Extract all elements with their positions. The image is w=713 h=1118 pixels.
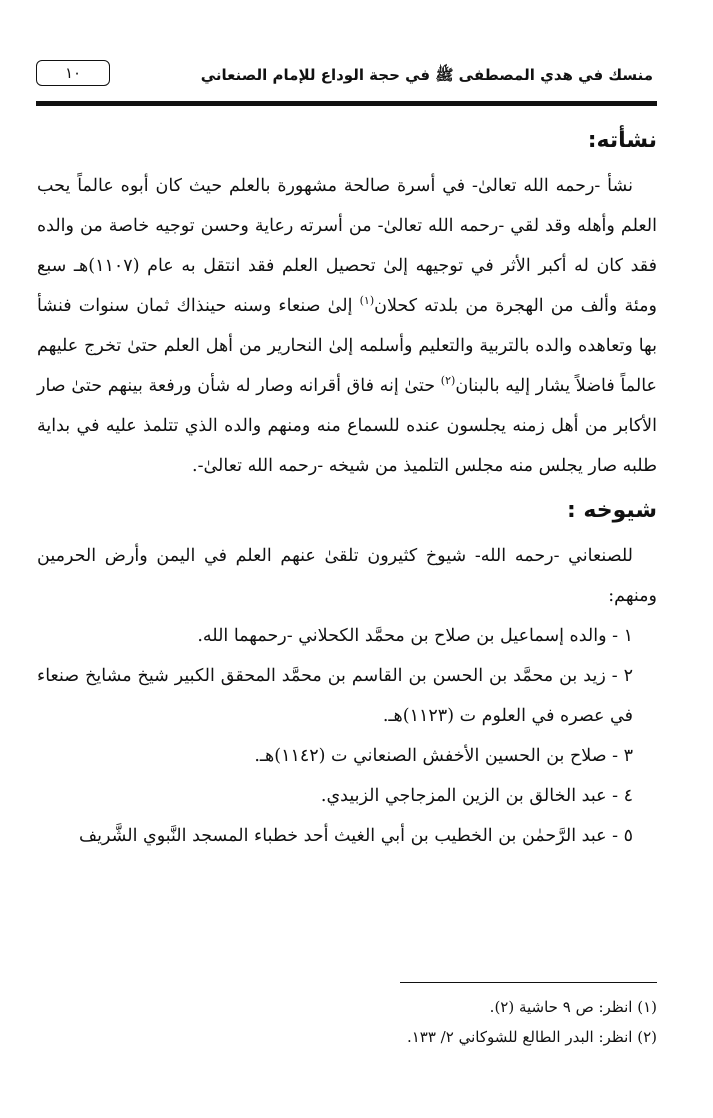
paragraph-text-2: إلىٰ صنعاء وسنه حينذاك ثمان سنوات فنشأ بها وتعاهده والده بالتربية والتعليم وأسلمه إلىٰ النحارير من أهل العلم حتىٰ تخرج عليهم عالماً فاضلاً يشار إليه بالبنان	[37, 296, 657, 396]
footnotes	[37, 992, 657, 1052]
header-rule	[36, 101, 657, 106]
footnote-ref-1: (١)	[359, 294, 375, 308]
heading-upbringing: نشأته:	[587, 128, 657, 153]
footnote-separator	[400, 982, 657, 983]
list-item: ٢ - زيد بن محمَّد بن الحسن بن القاسم بن محمَّد المحقق الكبير شيخ مشايخ صنعاء في عصره في العلوم ت (١١٢٣)هـ.	[37, 666, 633, 726]
list-item: ٥ - عبد الرَّحمٰن بن الخطيب بن أبي الغيث أحد خطباء المسجد النَّبوي الشَّريف	[79, 826, 633, 846]
paragraph-text-3: حتىٰ إنه فاق أقرانه وصار له شأن ورفعة بينهم حتىٰ صار الأكابر من أهل زمنه يجلسون عنده للسماع منه ومنهم والده الذي تتلمذ عليه في بداية طلبه صار يجلس منه مجلس التلميذ من شيخه -رحمه الله تعالىٰ-.	[37, 376, 657, 476]
heading-teachers: شيوخه :	[566, 498, 657, 523]
page-number-box: ١٠	[36, 60, 110, 86]
list-item: ٤ - عبد الخالق بن الزين المزجاجي الزبيدي.	[320, 786, 633, 806]
page-header	[36, 56, 657, 100]
paragraph-text-1: نشأ -رحمه الله تعالىٰ- في أسرة صالحة مشهورة بالعلم حيث كان أبوه عالماً يحب العلم وأهله وقد لقي -رحمه الله تعالىٰ- من أسرته رعاية وحسن توجيه خاصة من والده فقد كان له أكبر الأثر في توجيهه إلىٰ تحصيل العلم فقد انتقل به عام (١١٠٧)هـ سبع ومئة وألف من الهجرة من بلدته كحلان	[37, 176, 657, 316]
paragraph-upbringing	[37, 166, 657, 486]
list-item: ٣ - صلاح بن الحسين الأخفش الصنعاني ت (١١٤٢)هـ.	[254, 746, 633, 766]
paragraph-teachers-intro: للصنعاني -رحمه الله- شيوخ كثيرون تلقىٰ عنهم العلم في اليمن وأرض الحرمين ومنهم:	[37, 546, 657, 606]
list-item: ١ - والده إسماعيل بن صلاح بن محمَّد الكحلاني -رحمهما الله.	[197, 626, 633, 646]
footnote-1: (١) انظر: ص ٩ حاشية (٢).	[489, 998, 657, 1016]
running-title: منسك في هدي المصطفى ﷺ في حجة الوداع للإمام الصنعاني	[200, 66, 653, 84]
page-body	[37, 116, 657, 856]
footnote-ref-2: (٢)	[440, 374, 456, 388]
footnote-2: (٢) انظر: البدر الطالع للشوكاني ٢/ ١٣٣.	[406, 1028, 657, 1046]
